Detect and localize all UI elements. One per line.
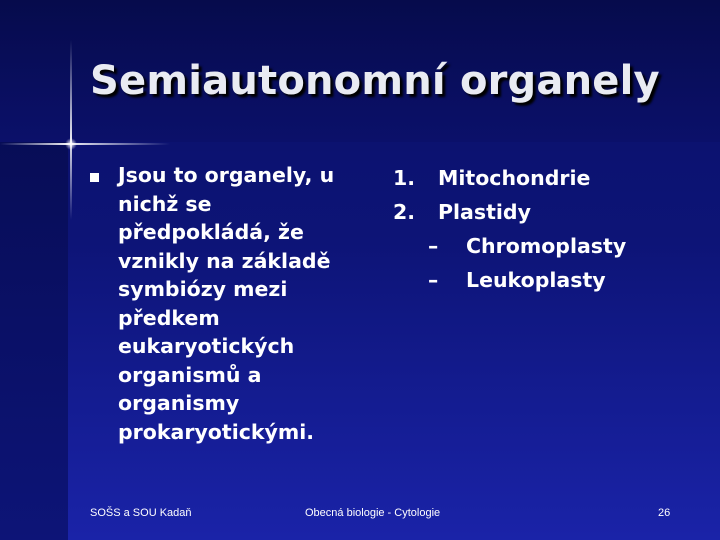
sparkle-horizontal-line <box>0 143 170 145</box>
right-list <box>393 161 713 297</box>
square-bullet-icon <box>90 173 99 182</box>
list-item-label: Mitochondrie <box>438 166 591 190</box>
footer-school: SOŠS a SOU Kadaň <box>90 507 192 519</box>
sub-item-leukoplasty <box>393 263 713 297</box>
numbered-item-plastidy <box>393 195 713 229</box>
footer-course: Obecná biologie - Cytologie <box>305 507 441 519</box>
list-number: 2. <box>393 200 416 224</box>
sub-item-chromoplasty <box>393 229 713 263</box>
numbered-item-mitochondrie <box>393 161 713 195</box>
list-item-label: Plastidy <box>438 200 531 224</box>
sparkle-star-icon <box>65 138 77 150</box>
page-number: 26 <box>658 507 671 519</box>
slide-title: Semiautonomní organely <box>90 58 660 104</box>
dash-bullet: – <box>428 268 439 292</box>
sub-item-label: Chromoplasty <box>466 234 627 258</box>
sparkle-vertical-line <box>70 40 72 220</box>
left-paragraph: Jsou to organely, u nichž se předpokládá, že vznikly na základě symbiózy mezi předkem eukaryotických organismů a organismy prokaryotickými. <box>118 163 335 444</box>
sub-item-label: Leukoplasty <box>466 268 606 292</box>
list-number: 1. <box>393 166 416 190</box>
dash-bullet: – <box>428 234 439 258</box>
